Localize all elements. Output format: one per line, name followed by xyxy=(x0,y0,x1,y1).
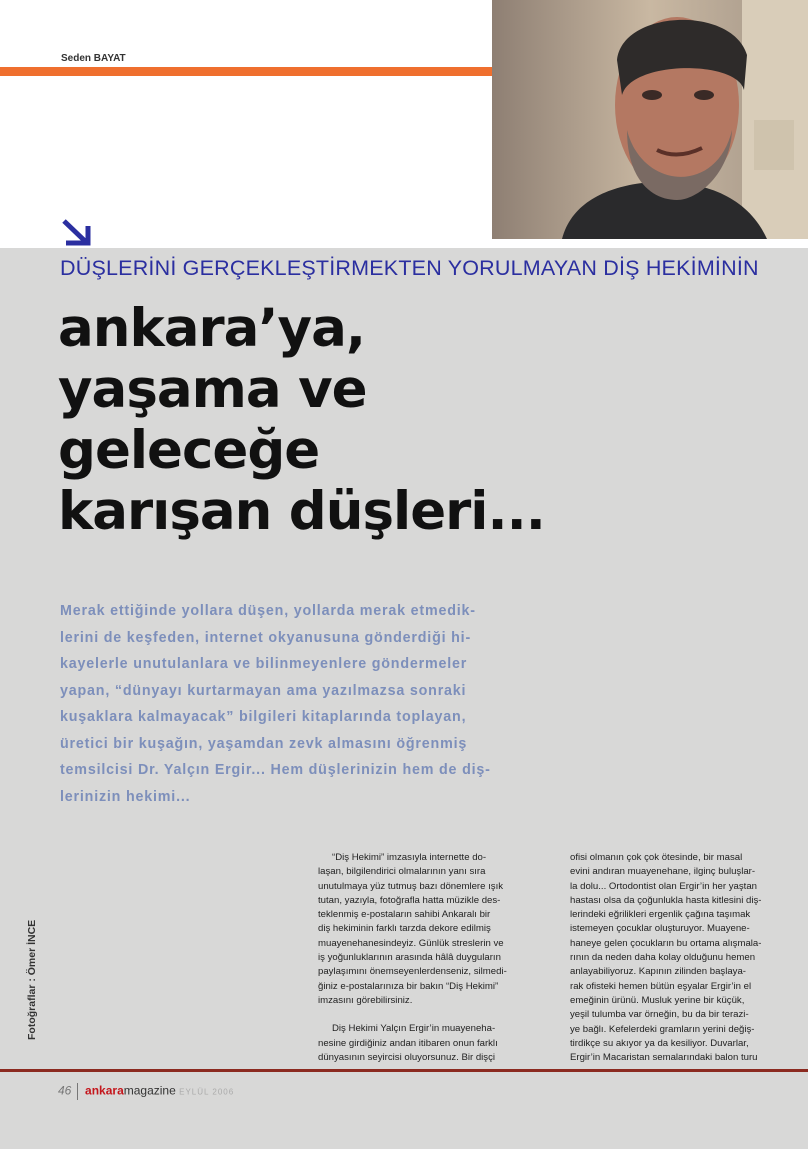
author-byline: Seden BAYAT xyxy=(61,53,126,64)
lead-line: lerini de keşfeden, internet okyanusuna gönderdiği hi- xyxy=(60,629,472,646)
lead-line: lerinizin hekimi... xyxy=(60,788,191,805)
body-line: muayenehanesindeyiz. Günlük streslerin ve xyxy=(318,937,504,949)
body-line: laşan, bilgilendirici olmalarının yanı sıra xyxy=(318,866,486,878)
body-line: ofisi olmanın çok çok ötesinde, bir masal xyxy=(570,852,743,863)
body-line: nesine girdiğiniz andan itibaren onun farklı xyxy=(318,1037,498,1049)
body-column-1 xyxy=(318,851,556,1065)
footer-separator xyxy=(77,1083,78,1100)
body-line: tutan, yazıyla, fotoğrafla hatta müzikle des- xyxy=(318,894,501,906)
headline-line: yaşama ve xyxy=(58,359,367,420)
footer-rule xyxy=(0,1069,808,1072)
body-line: hastası olsa da çoğunlukla hasta kitlesini diş- xyxy=(570,894,762,906)
lead-line: kuşaklara kalmayacak” bilgileri kitaplarında toplayan, xyxy=(60,709,467,725)
body-line: dünyasının seyircisi oluyorsunuz. Bir dişçi xyxy=(318,1051,496,1063)
issue-date: EYLÜL 2006 xyxy=(179,1087,235,1097)
portrait-image xyxy=(492,0,808,239)
body-line: la dolu... Ortodontist olan Ergir’in her yaştan xyxy=(570,880,757,892)
body-line: iş yoğunluklarının arasında hâlâ duyguların xyxy=(318,952,501,964)
arrow-down-right-icon xyxy=(60,218,94,248)
body-line: “Diş Hekimi” imzasıyla internette do- xyxy=(332,852,487,863)
body-line: rının da neden daha kolay olduğunu hemen xyxy=(570,952,756,964)
body-column-2 xyxy=(570,851,806,1065)
body-line: emeğinin ürünü. Musluk yerine bir küçük, xyxy=(570,994,745,1006)
body-line: diş hekiminin farklı tarzda dekore edilmiş xyxy=(318,923,491,935)
body-line: haneye gelen çocukların bu ortama alışmala- xyxy=(570,937,762,949)
brand-name-part1: ankara xyxy=(85,1083,124,1098)
lead-line: Merak ettiğinde yollara düşen, yollarda merak etmedik- xyxy=(60,603,476,619)
lead-line: üretici bir kuşağın, yaşamdan zevk almasını öğrenmiş xyxy=(60,735,468,752)
body-line: ye bağlı. Kefelerdeki gramların yerini değiş- xyxy=(570,1023,755,1035)
page-number: 46 xyxy=(58,1083,72,1098)
body-line: lerindeki eğrilikleri ergenlik çağına taşımak xyxy=(570,909,751,921)
body-line: paylaşımını önemseyenlerdenseniz, silmedi- xyxy=(318,966,507,978)
article-lead xyxy=(60,598,565,810)
body-line: ğiniz e-postalarınıza bir bakın “Diş Hekimi” xyxy=(318,980,499,992)
portrait-photo xyxy=(492,0,808,239)
photo-credit: Fotoğraflar : Ömer İNCE xyxy=(26,919,38,1040)
article-kicker: DÜŞLERİNİ GERÇEKLEŞTİRMEKTEN YORULMAYAN DİŞ HEKİMİNİN xyxy=(60,256,759,280)
headline-line: geleceğe xyxy=(58,420,320,481)
body-line: anlayabiliyoruz. Kapının zilinden başlaya- xyxy=(570,966,746,978)
body-line: imzasını görebilirsiniz. xyxy=(318,994,413,1006)
headline-line: ankara’ya, xyxy=(58,298,365,359)
article-headline xyxy=(58,298,618,542)
body-line: istemeyen çocuklar oluşturuyor. Muayene- xyxy=(570,923,750,935)
body-line: evini andıran muayenehane, ilginç buluşlar- xyxy=(570,866,756,878)
body-line: tirdikçe su akıyor ya da kesiliyor. Duvarlar, xyxy=(570,1037,749,1049)
body-line: teklenmiş e-postaların sahibi Ankaralı bir xyxy=(318,909,491,921)
paragraph-gap xyxy=(318,1008,556,1022)
lead-line: temsilcisi Dr. Yalçın Ergir... Hem düşlerinizin hem de diş- xyxy=(60,762,491,778)
body-line: Diş Hekimi Yalçın Ergir’in muayeneha- xyxy=(332,1023,496,1035)
body-line: unutulmaya yüz tutmuş bazı dönemlere ışık xyxy=(318,880,504,892)
body-line: Ergir’in Macaristan semalarındaki balon turu xyxy=(570,1052,758,1064)
lead-line: kayelerle unutulanlara ve bilinmeyenlere göndermeler xyxy=(60,656,468,672)
headline-line: karışan düşleri... xyxy=(58,481,545,542)
lead-line: yapan, “dünyayı kurtarmayan ama yazılmazsa sonraki xyxy=(60,682,467,699)
orange-header-rule xyxy=(0,67,492,76)
brand-name-part2: magazine xyxy=(123,1083,176,1098)
body-line: rak ofisteki hemen bütün eşyalar Ergir’in el xyxy=(570,980,752,992)
page-footer xyxy=(58,1083,234,1103)
body-line: yeşil tulumba var örneğin, bu da bir terazi- xyxy=(570,1009,749,1021)
